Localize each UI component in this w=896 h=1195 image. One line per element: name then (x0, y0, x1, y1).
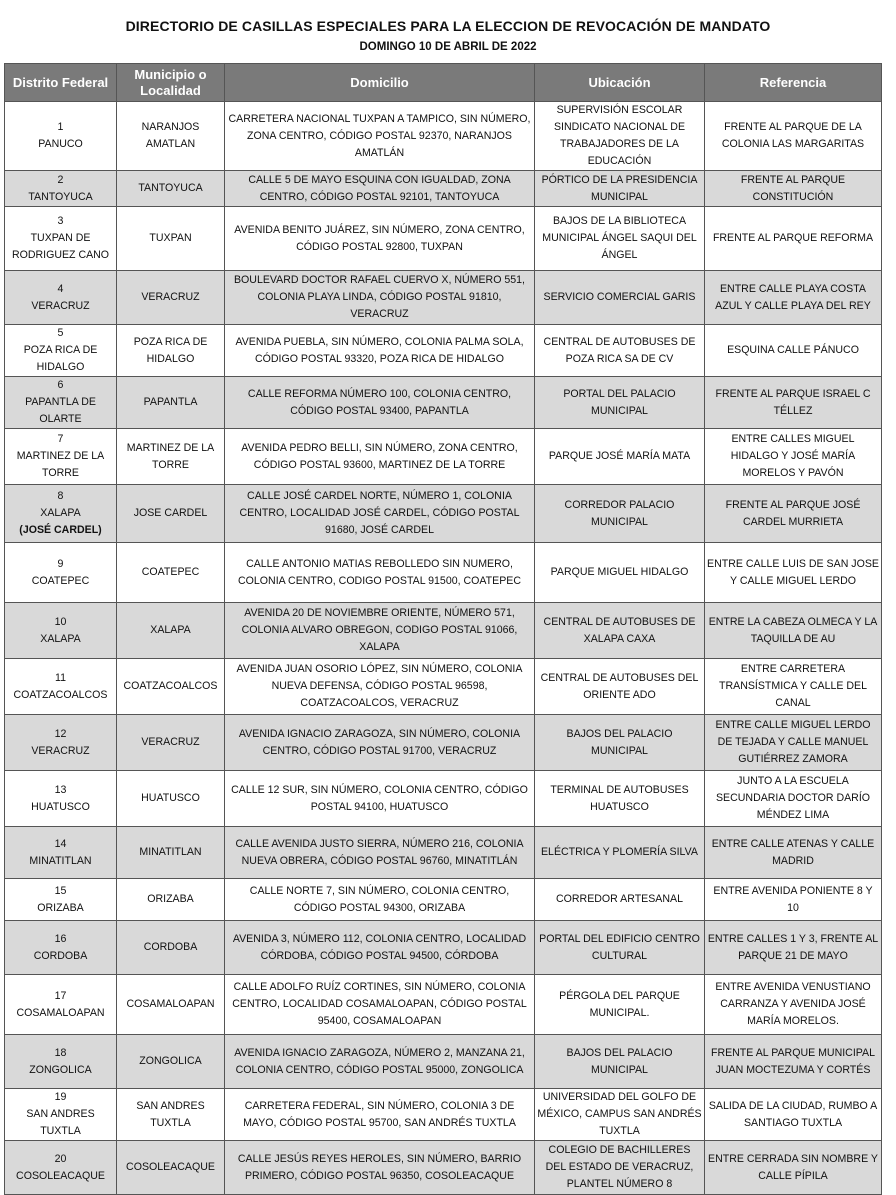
cell-municipio: CORDOBA (117, 921, 225, 975)
cell-distrito (5, 975, 117, 1035)
table-row (5, 271, 882, 325)
table-row (5, 1089, 882, 1141)
table-row (5, 879, 882, 921)
distrito-number: 10 (54, 615, 67, 628)
cell-domicilio: AVENIDA PEDRO BELLI, SIN NÚMERO, ZONA CENTRO, CÓDIGO POSTAL 93600, MARTINEZ DE LA TORRE (225, 429, 535, 485)
table-row (5, 325, 882, 377)
distrito-name: CORDOBA (33, 949, 88, 962)
cell-referencia: ENTRE CALLES MIGUEL HIDALGO Y JOSÉ MARÍA MORELOS Y PAVÓN (705, 429, 882, 485)
cell-municipio: MARTINEZ DE LA TORRE (117, 429, 225, 485)
distrito-number: 14 (54, 837, 67, 850)
distrito-number: 4 (57, 282, 64, 295)
distrito-name: HUATUSCO (31, 800, 90, 813)
document-subtitle: DOMINGO 10 DE ABRIL DE 2022 (359, 41, 537, 53)
cell-ubicacion: PARQUE MIGUEL HIDALGO (535, 543, 705, 603)
cell-distrito (5, 171, 117, 207)
distrito-number: 6 (57, 379, 64, 391)
table-row (5, 543, 882, 603)
distrito-name: TUXPAN DE RODRIGUEZ CANO (11, 232, 110, 261)
header-municipio: Municipio o Localidad (117, 64, 225, 102)
cell-municipio: TUXPAN (117, 207, 225, 271)
cell-ubicacion: UNIVERSIDAD DEL GOLFO DE MÉXICO, CAMPUS SAN ANDRÉS TUXTLA (535, 1089, 705, 1141)
distrito-number: 8 (57, 490, 64, 502)
table-row (5, 975, 882, 1035)
cell-ubicacion: BAJOS DEL PALACIO MUNICIPAL (535, 1035, 705, 1089)
cell-referencia: ENTRE CALLE MIGUEL LERDO DE TEJADA Y CALLE MANUEL GUTIÉRREZ ZAMORA (705, 715, 882, 771)
cell-distrito (5, 827, 117, 879)
cell-ubicacion: PORTAL DEL EDIFICIO CENTRO CULTURAL (535, 921, 705, 975)
table-row (5, 102, 882, 171)
cell-municipio: COATEPEC (117, 543, 225, 603)
cell-distrito (5, 485, 117, 543)
cell-distrito (5, 543, 117, 603)
document-title: DIRECTORIO DE CASILLAS ESPECIALES PARA LA ELECCION DE REVOCACIÓN DE MANDATO (125, 18, 771, 34)
distrito-number: 16 (54, 932, 67, 945)
cell-referencia: JUNTO A LA ESCUELA SECUNDARIA DOCTOR DARÍO MÉNDEZ LIMA (705, 771, 882, 827)
distrito-number: 17 (54, 989, 67, 1002)
cell-ubicacion: SERVICIO COMERCIAL GARIS (535, 271, 705, 325)
table-row (5, 207, 882, 271)
cell-domicilio: AVENIDA PUEBLA, SIN NÚMERO, COLONIA PALMA SOLA, CÓDIGO POSTAL 93320, POZA RICA DE HIDALGO (225, 325, 535, 377)
cell-municipio: VERACRUZ (117, 271, 225, 325)
table-row (5, 771, 882, 827)
cell-referencia: ENTRE CALLE ATENAS Y CALLE MADRID (705, 827, 882, 879)
cell-domicilio: CALLE JESÚS REYES HEROLES, SIN NÚMERO, BARRIO PRIMERO, CÓDIGO POSTAL 96350, COSOLEACAQUE (225, 1141, 535, 1195)
distrito-name: COATEPEC (31, 574, 90, 587)
cell-municipio: COSOLEACAQUE (117, 1141, 225, 1195)
table-row (5, 429, 882, 485)
table-row (5, 171, 882, 207)
distrito-name: COSOLEACAQUE (16, 1169, 105, 1182)
cell-domicilio: AVENIDA JUAN OSORIO LÓPEZ, SIN NÚMERO, COLONIA NUEVA DEFENSA, CÓDIGO POSTAL 96598, COATZACOALCOS, VERACRUZ (225, 659, 535, 715)
cell-domicilio: BOULEVARD DOCTOR RAFAEL CUERVO X, NÚMERO 551, COLONIA PLAYA LINDA, CÓDIGO POSTAL 91810, VERACRUZ (225, 271, 535, 325)
cell-referencia: ENTRE AVENIDA VENUSTIANO CARRANZA Y AVENIDA JOSÉ MARÍA MORELOS. (705, 975, 882, 1035)
cell-municipio: SAN ANDRES TUXTLA (117, 1089, 225, 1141)
table-row (5, 603, 882, 659)
cell-domicilio: CALLE AVENIDA JUSTO SIERRA, NÚMERO 216, COLONIA NUEVA OBRERA, CÓDIGO POSTAL 96760, MINATITLÁN (225, 827, 535, 879)
distrito-name: TANTOYUCA (28, 190, 93, 203)
distrito-name: XALAPA (40, 632, 81, 645)
cell-domicilio: CALLE ADOLFO RUÍZ CORTINES, SIN NÚMERO, COLONIA CENTRO, LOCALIDAD COSAMALOAPAN, CÓDIGO POSTAL 95400, COSAMALOAPAN (225, 975, 535, 1035)
cell-distrito (5, 1141, 117, 1195)
header-referencia: Referencia (705, 64, 882, 102)
distrito-number: 18 (54, 1046, 67, 1059)
table-row (5, 715, 882, 771)
table-row (5, 827, 882, 879)
distrito-name: COSAMALOAPAN (16, 1006, 105, 1019)
cell-referencia: ENTRE LA CABEZA OLMECA Y LA TAQUILLA DE AU (705, 603, 882, 659)
cell-domicilio: CALLE 12 SUR, SIN NÚMERO, COLONIA CENTRO, CÓDIGO POSTAL 94100, HUATUSCO (225, 771, 535, 827)
distrito-number: 11 (55, 671, 66, 684)
cell-referencia: ENTRE AVENIDA PONIENTE 8 Y 10 (705, 879, 882, 921)
distrito-number: 12 (54, 727, 67, 740)
cell-ubicacion: PÉRGOLA DEL PARQUE MUNICIPAL. (535, 975, 705, 1035)
distrito-number: 3 (57, 215, 64, 227)
cell-distrito (5, 879, 117, 921)
casillas-table (4, 63, 882, 1195)
cell-referencia: FRENTE AL PARQUE CONSTITUCIÓN (705, 171, 882, 207)
cell-ubicacion: CENTRAL DE AUTOBUSES DE XALAPA CAXA (535, 603, 705, 659)
cell-domicilio: CALLE 5 DE MAYO ESQUINA CON IGUALDAD, ZONA CENTRO, CÓDIGO POSTAL 92101, TANTOYUCA (225, 171, 535, 207)
cell-ubicacion: PARQUE JOSÉ MARÍA MATA (535, 429, 705, 485)
cell-referencia: SALIDA DE LA CIUDAD, RUMBO A SANTIAGO TUXTLA (705, 1089, 882, 1141)
cell-municipio: JOSE CARDEL (117, 485, 225, 543)
distrito-number: 19 (54, 1091, 67, 1103)
cell-referencia: ENTRE CARRETERA TRANSÍSTMICA Y CALLE DEL CANAL (705, 659, 882, 715)
distrito-number: 7 (57, 433, 64, 445)
distrito-number: 15 (54, 884, 67, 897)
cell-domicilio: AVENIDA 3, NÚMERO 112, COLONIA CENTRO, LOCALIDAD CÓRDOBA, CÓDIGO POSTAL 94500, CÓRDOBA (225, 921, 535, 975)
table-row (5, 1035, 882, 1089)
table-row (5, 921, 882, 975)
distrito-name: VERACRUZ (31, 299, 90, 312)
cell-referencia: ESQUINA CALLE PÁNUCO (705, 325, 882, 377)
distrito-name: VERACRUZ (31, 744, 90, 757)
cell-distrito (5, 102, 117, 171)
cell-referencia: FRENTE AL PARQUE DE LA COLONIA LAS MARGARITAS (705, 102, 882, 171)
cell-municipio: COATZACOALCOS (117, 659, 225, 715)
cell-domicilio: CALLE JOSÉ CARDEL NORTE, NÚMERO 1, COLONIA CENTRO, LOCALIDAD JOSÉ CARDEL, CÓDIGO POSTAL 91680, JOSÉ CARDEL (225, 485, 535, 543)
cell-municipio: ORIZABA (117, 879, 225, 921)
cell-ubicacion: COLEGIO DE BACHILLERES DEL ESTADO DE VERACRUZ, PLANTEL NÚMERO 8 (535, 1141, 705, 1195)
cell-distrito (5, 1089, 117, 1141)
cell-municipio: MINATITLAN (117, 827, 225, 879)
cell-ubicacion: CORREDOR ARTESANAL (535, 879, 705, 921)
cell-distrito (5, 429, 117, 485)
table-header-row (5, 64, 882, 102)
cell-referencia: FRENTE AL PARQUE ISRAEL C TÉLLEZ (705, 377, 882, 429)
cell-referencia: FRENTE AL PARQUE REFORMA (705, 207, 882, 271)
distrito-number: 5 (57, 327, 64, 339)
cell-ubicacion: PORTAL DEL PALACIO MUNICIPAL (535, 377, 705, 429)
distrito-extra: (JOSÉ CARDEL) (19, 524, 102, 536)
cell-domicilio: AVENIDA IGNACIO ZARAGOZA, NÚMERO 2, MANZANA 21, COLONIA CENTRO, CÓDIGO POSTAL 95000, ZONGOLICA (225, 1035, 535, 1089)
cell-ubicacion: CORREDOR PALACIO MUNICIPAL (535, 485, 705, 543)
cell-domicilio: CALLE REFORMA NÚMERO 100, COLONIA CENTRO, CÓDIGO POSTAL 93400, PAPANTLA (225, 377, 535, 429)
cell-municipio: TANTOYUCA (117, 171, 225, 207)
cell-distrito (5, 271, 117, 325)
cell-referencia: ENTRE CALLE LUIS DE SAN JOSE Y CALLE MIGUEL LERDO (705, 543, 882, 603)
cell-domicilio: AVENIDA IGNACIO ZARAGOZA, SIN NÚMERO, COLONIA CENTRO, CÓDIGO POSTAL 91700, VERACRUZ (225, 715, 535, 771)
distrito-number: 1 (57, 121, 64, 133)
table-row (5, 1141, 882, 1195)
distrito-name: PAPANTLA DE OLARTE (25, 396, 96, 425)
cell-ubicacion: PÓRTICO DE LA PRESIDENCIA MUNICIPAL (535, 171, 705, 207)
distrito-number: 2 (57, 173, 64, 186)
cell-municipio: NARANJOS AMATLAN (117, 102, 225, 171)
cell-ubicacion: SUPERVISIÓN ESCOLAR SINDICATO NACIONAL DE TRABAJADORES DE LA EDUCACIÓN (535, 102, 705, 171)
cell-distrito (5, 771, 117, 827)
cell-domicilio: CARRETERA FEDERAL, SIN NÚMERO, COLONIA 3 DE MAYO, CÓDIGO POSTAL 95700, SAN ANDRÉS TUXTLA (225, 1089, 535, 1141)
cell-municipio: XALAPA (117, 603, 225, 659)
table-row (5, 377, 882, 429)
cell-domicilio: CARRETERA NACIONAL TUXPAN A TAMPICO, SIN NÚMERO, ZONA CENTRO, CÓDIGO POSTAL 92370, NARANJOS AMATLÁN (225, 102, 535, 171)
cell-ubicacion: BAJOS DE LA BIBLIOTECA MUNICIPAL ÁNGEL SAQUI DEL ÁNGEL (535, 207, 705, 271)
cell-ubicacion: BAJOS DEL PALACIO MUNICIPAL (535, 715, 705, 771)
cell-ubicacion: CENTRAL DE AUTOBUSES DE POZA RICA SA DE CV (535, 325, 705, 377)
distrito-name: MARTINEZ DE LA TORRE (16, 450, 105, 479)
distrito-name: MINATITLAN (29, 854, 92, 867)
cell-municipio: VERACRUZ (117, 715, 225, 771)
cell-ubicacion: ELÉCTRICA Y PLOMERÍA SILVA (535, 827, 705, 879)
cell-referencia: ENTRE CALLE PLAYA COSTA AZUL Y CALLE PLAYA DEL REY (705, 271, 882, 325)
table-row (5, 659, 882, 715)
cell-referencia: ENTRE CERRADA SIN NOMBRE Y CALLE PÍPILA (705, 1141, 882, 1195)
distrito-name: POZA RICA DE HIDALGO (23, 344, 98, 373)
header-domicilio: Domicilio (225, 64, 535, 102)
distrito-name: ZONGOLICA (29, 1063, 92, 1076)
cell-municipio: PAPANTLA (117, 377, 225, 429)
cell-referencia: FRENTE AL PARQUE JOSÉ CARDEL MURRIETA (705, 485, 882, 543)
cell-distrito (5, 325, 117, 377)
cell-municipio: POZA RICA DE HIDALGO (117, 325, 225, 377)
cell-ubicacion: CENTRAL DE AUTOBUSES DEL ORIENTE ADO (535, 659, 705, 715)
distrito-name: SAN ANDRES TUXTLA (26, 1108, 95, 1137)
cell-distrito (5, 1035, 117, 1089)
cell-referencia: ENTRE CALLES 1 Y 3, FRENTE AL PARQUE 21 DE MAYO (705, 921, 882, 975)
distrito-name: XALAPA (40, 507, 81, 519)
table-row (5, 485, 882, 543)
cell-domicilio: AVENIDA BENITO JUÁREZ, SIN NÚMERO, ZONA CENTRO, CÓDIGO POSTAL 92800, TUXPAN (225, 207, 535, 271)
distrito-name: ORIZABA (37, 901, 84, 914)
header-ubicacion: Ubicación (535, 64, 705, 102)
distrito-number: 20 (54, 1152, 67, 1165)
cell-municipio: ZONGOLICA (117, 1035, 225, 1089)
distrito-name: PANUCO (38, 138, 83, 150)
cell-municipio: COSAMALOAPAN (117, 975, 225, 1035)
cell-distrito (5, 377, 117, 429)
distrito-number: 13 (54, 783, 67, 796)
cell-distrito (5, 715, 117, 771)
cell-distrito (5, 659, 117, 715)
cell-domicilio: CALLE ANTONIO MATIAS REBOLLEDO SIN NUMERO, COLONIA CENTRO, CODIGO POSTAL 91500, COATEPEC (225, 543, 535, 603)
header-distrito: Distrito Federal (5, 64, 117, 102)
cell-distrito (5, 921, 117, 975)
cell-distrito (5, 603, 117, 659)
cell-distrito (5, 207, 117, 271)
cell-municipio: HUATUSCO (117, 771, 225, 827)
cell-domicilio: CALLE NORTE 7, SIN NÚMERO, COLONIA CENTRO, CÓDIGO POSTAL 94300, ORIZABA (225, 879, 535, 921)
cell-referencia: FRENTE AL PARQUE MUNICIPAL JUAN MOCTEZUMA Y CORTÉS (705, 1035, 882, 1089)
cell-domicilio: AVENIDA 20 DE NOVIEMBRE ORIENTE, NÚMERO 571, COLONIA ALVARO OBREGON, CODIGO POSTAL 91066, XALAPA (225, 603, 535, 659)
distrito-name: COATZACOALCOS (13, 688, 108, 701)
distrito-number: 9 (57, 557, 64, 570)
cell-ubicacion: TERMINAL DE AUTOBUSES HUATUSCO (535, 771, 705, 827)
